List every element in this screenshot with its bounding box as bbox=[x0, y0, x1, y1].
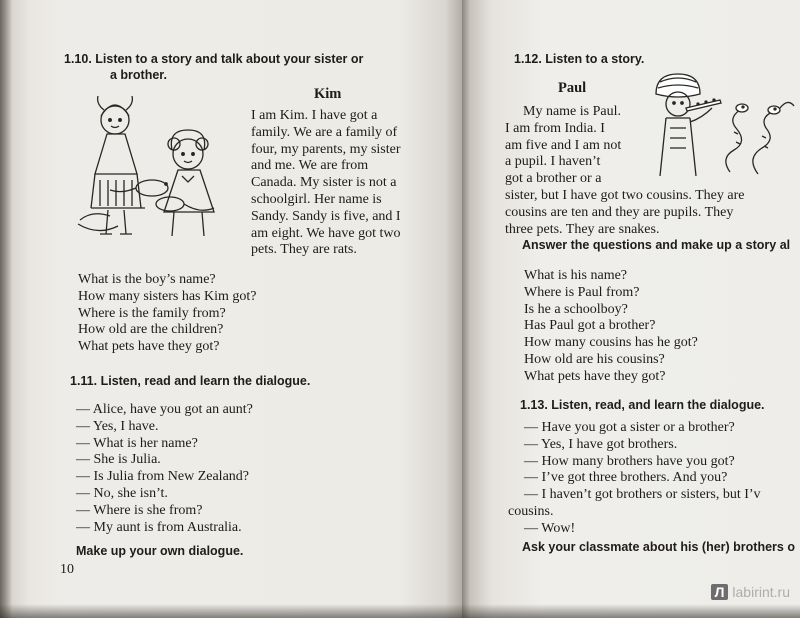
exercise-1-12-heading: 1.12. Listen to a story. bbox=[514, 52, 645, 66]
answer-questions-instruction: Answer the questions and make up a story al bbox=[522, 238, 791, 252]
question-line: Where is the family from? bbox=[78, 305, 226, 321]
exercise-1-13-heading: 1.13. Listen, read, and learn the dialogue. bbox=[520, 398, 765, 412]
story-line: got a brother or a bbox=[505, 171, 602, 187]
dialogue-line: — Yes, I have. bbox=[76, 418, 159, 434]
dialogue-line: cousins. bbox=[508, 503, 554, 519]
story-line: pets. They are rats. bbox=[251, 242, 357, 258]
story-line: three pets. They are snakes. bbox=[505, 221, 660, 237]
question-line: Is he a schoolboy? bbox=[524, 301, 628, 317]
story-line: four, my parents, my sister bbox=[251, 141, 401, 157]
dialogue-line: — What is her name? bbox=[76, 435, 198, 451]
story-line: schoolgirl. Her name is bbox=[251, 191, 382, 207]
dialogue-line: — I’ve got three brothers. And you? bbox=[524, 470, 728, 486]
story-line: family. We are a family of bbox=[251, 124, 398, 140]
story-line: I am Kim. I have got a bbox=[251, 108, 378, 123]
kim-questions bbox=[78, 272, 256, 356]
question-line: How many sisters has Kim got? bbox=[78, 288, 257, 304]
dialogue-line: — Where is she from? bbox=[76, 502, 203, 518]
question-line: What is the boy’s name? bbox=[78, 272, 216, 287]
page-edge bbox=[0, 0, 12, 618]
question-line: How old are his cousins? bbox=[524, 351, 665, 367]
right-page bbox=[462, 0, 800, 618]
story-line: Sandy. Sandy is five, and I bbox=[251, 208, 401, 224]
kim-story-text bbox=[251, 108, 401, 259]
story-line: Canada. My sister is not a bbox=[251, 175, 397, 191]
story-title-kim: Kim bbox=[314, 86, 342, 102]
watermark bbox=[711, 584, 790, 600]
make-up-dialogue-instruction: Make up your own dialogue. bbox=[76, 544, 244, 558]
paul-questions bbox=[524, 268, 698, 386]
dialogue-line: — Alice, have you got an aunt? bbox=[76, 402, 253, 417]
bottom-shadow bbox=[0, 604, 800, 618]
question-line: Has Paul got a brother? bbox=[524, 318, 656, 334]
dialogue-line: — Have you got a sister or a brother? bbox=[524, 420, 735, 435]
dialogue-line: — No, she isn’t. bbox=[76, 485, 168, 501]
story-line: am eight. We have got two bbox=[251, 225, 401, 241]
paul-story-text bbox=[505, 104, 744, 238]
story-line: My name is Paul. bbox=[523, 104, 621, 119]
question-line: What is his name? bbox=[524, 268, 628, 283]
exercise-1-10-heading-line2: a brother. bbox=[110, 68, 167, 82]
exercise-1-10-heading-line1: 1.10. Listen to a story and talk about your sister or bbox=[64, 52, 364, 66]
watermark-badge: Л bbox=[711, 584, 729, 600]
dialogue-line: — I haven’t got brothers or sisters, but I’v bbox=[524, 487, 761, 503]
page-number: 10 bbox=[60, 562, 74, 577]
dialogue-1-13 bbox=[508, 420, 761, 538]
dialogue-1-11 bbox=[76, 402, 253, 536]
story-line: a pupil. I haven’t bbox=[505, 154, 601, 170]
exercise-1-11-heading: 1.11. Listen, read and learn the dialogue. bbox=[70, 374, 311, 388]
ask-classmate-instruction: Ask your classmate about his (her) brothers o bbox=[522, 540, 795, 554]
dialogue-line: — Wow! bbox=[524, 520, 576, 536]
dialogue-line: — Yes, I have got brothers. bbox=[524, 436, 678, 452]
question-line: How old are the children? bbox=[78, 322, 224, 338]
girls-with-rats-illustration bbox=[70, 92, 240, 247]
story-line: cousins are ten and they are pupils. They bbox=[505, 204, 734, 220]
story-line: sister, but I have got two cousins. They are bbox=[505, 187, 745, 203]
dialogue-line: — How many brothers have you got? bbox=[524, 453, 735, 469]
dialogue-line: — Is Julia from New Zealand? bbox=[76, 469, 249, 485]
question-line: Where is Paul from? bbox=[524, 284, 640, 300]
watermark-text: labirint.ru bbox=[732, 584, 790, 600]
question-line: What pets have they got? bbox=[524, 368, 666, 384]
question-line: What pets have they got? bbox=[78, 339, 220, 355]
question-line: How many cousins has he got? bbox=[524, 335, 698, 351]
dialogue-line: — My aunt is from Australia. bbox=[76, 519, 242, 535]
story-line: I am from India. I bbox=[505, 120, 605, 136]
story-line: and me. We are from bbox=[251, 158, 369, 174]
dialogue-line: — She is Julia. bbox=[76, 452, 161, 468]
story-title-paul: Paul bbox=[558, 80, 587, 96]
story-line: am five and I am not bbox=[505, 137, 622, 153]
